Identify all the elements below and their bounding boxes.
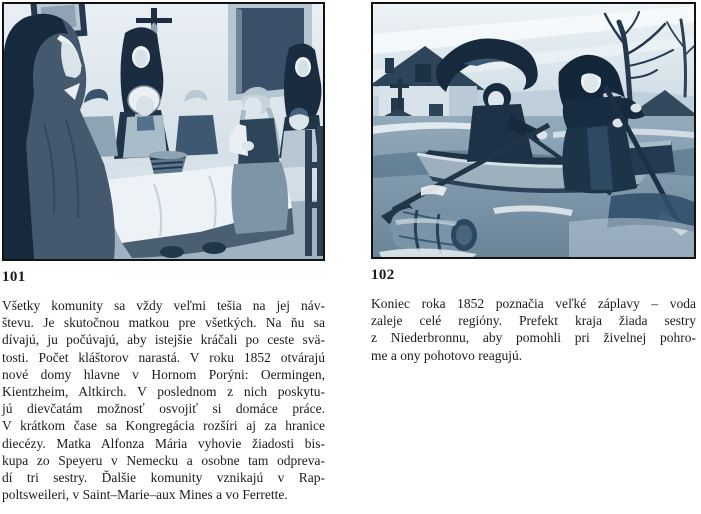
text-line: Koniec roka 1852 poznačia veľké záplavy – voda xyxy=(371,296,696,311)
text-line: kupa zo Speyeru v Nemecku a osobne tam odpreva- xyxy=(2,452,325,468)
paragraph-101 xyxy=(2,297,325,503)
foam-foreground xyxy=(569,218,694,257)
text-line: dívajú, ju počúvajú, aby istejšie kráčali po ceste svä- xyxy=(2,332,325,348)
text-line: Kientzheim, Altkirch. V poslednom z nich poskytu- xyxy=(2,384,325,400)
text-line: z Niederbronnu, aby pomohli pri živelnej pohro- xyxy=(371,330,696,346)
text-line: zaleje celé regióny. Prefekt kraja žiada sestry xyxy=(371,313,696,329)
column-right xyxy=(371,2,696,364)
text-line: Všetky komunity sa vždy veľmi tešia na jej náv- xyxy=(2,298,325,313)
text-line: me a ony pohotovo reagujú. xyxy=(371,347,523,363)
panel-102-illustration xyxy=(371,2,696,259)
column-left xyxy=(2,2,325,503)
panel-102-scene xyxy=(373,4,694,257)
text-line: jú dievčatám možnosť osvojiť si domáce práce. xyxy=(2,401,325,417)
panel-101-illustration xyxy=(2,2,325,261)
paragraph-102 xyxy=(371,295,696,364)
text-line: V krátkom čase sa Kongregácia rozšíri aj za hranice xyxy=(2,418,325,434)
panel-101-scene xyxy=(4,4,323,259)
text-line: tosti. Počet kláštorov narastá. V roku 1852 otvárajú xyxy=(2,349,325,365)
text-line: nové domy hlavne v Hornom Porýni: Oermingen, xyxy=(2,366,325,382)
basket xyxy=(149,151,187,174)
text-line: števu. Je skutočnou matkou pre všetkých. Na ňu sa xyxy=(2,315,325,331)
text-line: diecézy. Matka Alfonza Mária vyhovie žiadosti bis- xyxy=(2,435,325,451)
figure-number-101: 101 xyxy=(2,269,26,285)
text-line: dí tri sestry. Ďalšie komunity vznikajú v Rap- xyxy=(2,470,325,486)
text-line: poltsweileri, v Saint–Marie–aux Mines a vo Ferrette. xyxy=(2,487,288,503)
figure-number-102: 102 xyxy=(371,267,395,283)
